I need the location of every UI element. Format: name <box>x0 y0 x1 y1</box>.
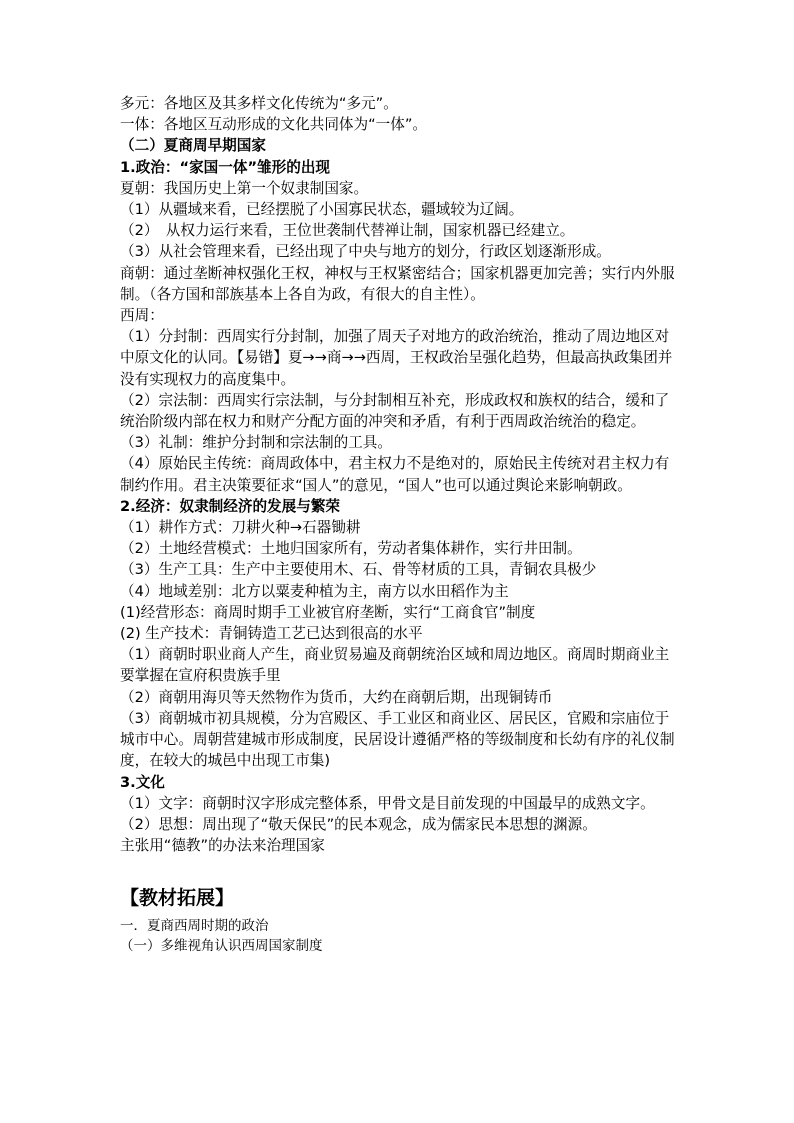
paragraph: （3）礼制：维护分封制和宗法制的工具。 <box>120 434 392 452</box>
paragraph: （2）思想：周出现了“敬天保民”的民本观念，成为儒家民本思想的渊源。 <box>120 815 597 833</box>
paragraph: (1)经营形态：商周时期手工业被官府垄断，实行“工商食官”制度 <box>120 603 536 621</box>
paragraph: （1）分封制：西周实行分封制，加强了周天子对地方的政治统治，推动了周边地区对中原文化的认同。【易错】夏→→商→→西周，王权政治呈强化趋势，但最高执政集团并没有实现权力的高度集中。 <box>120 328 673 388</box>
section-heading: 【教材拓展】 <box>120 887 235 910</box>
paragraph: 夏朝：我国历史上第一个奴隶制国家。 <box>120 179 369 197</box>
paragraph: （4）原始民主传统：商周政体中，君主权力不是绝对的，原始民主传统对君主权力有制约作用。君主决策要征求“国人”的意见，“国人”也可以通过舆论来影响朝政。 <box>120 455 670 494</box>
sub-heading: 一．夏商西周时期的政治 <box>120 918 269 935</box>
paragraph: （4）地域差别：北方以粟麦种植为主，南方以水田稻作为主 <box>120 582 509 600</box>
paragraph: （1）耕作方式：刀耕火种→石器锄耕 <box>120 519 361 537</box>
document-body <box>120 93 676 956</box>
subsection-title: 1.政治：“家国一体”雏形的出现 <box>120 158 331 176</box>
paragraph: （1）商朝时职业商人产生，商业贸易遍及商朝统治区域和周边地区。商周时期商业主要掌握在宣府积贵族手里 <box>120 646 670 685</box>
paragraph: 商朝：通过垄断神权强化王权，神权与王权紧密结合；国家机器更加完善；实行内外服制。（各方国和部族基本上各自为政，有很大的自主性）。 <box>120 264 675 303</box>
sub-heading: （一）多维视角认识西周国家制度 <box>120 938 323 955</box>
subsection-title: 2.经济：奴隶制经济的发展与繁荣 <box>120 497 341 515</box>
paragraph: （3）从社会管理来看，已经出现了中央与地方的划分，行政区划逐渐形成。 <box>120 243 611 261</box>
paragraph: （1）文字：商朝时汉字形成完整体系，甲骨文是目前发现的中国最早的成熟文字。 <box>120 794 655 812</box>
paragraph: （2）宗法制：西周实行宗法制，与分封制相互补充，形成政权和族权的结合，缓和了统治阶级内部在权力和财产分配方面的冲突和矛盾，有利于西周政治统治的稳定。 <box>120 391 670 431</box>
section-title: （二）夏商周早期国家 <box>120 137 266 155</box>
paragraph: 多元：各地区及其多样文化传统为“多元”。 <box>120 95 398 112</box>
paragraph: (2) 生产技术：青铜铸造工艺已达到很高的水平 <box>120 625 423 643</box>
paragraph: 一体：各地区互动形成的文化共同体为“一体”。 <box>120 116 427 134</box>
paragraph: （2） 从权力运行来看，王位世袭制代替禅让制，国家机器已经建立。 <box>120 222 575 240</box>
paragraph: （3）商朝城市初具规模，分为宫殿区、手工业区和商业区、居民区，官殿和宗庙位于城市中心。周朝营建城市形成制度，民居设计遵循严格的等级制度和长幼有序的礼仪制度，在较大的城邑中出现工市集) <box>120 709 675 770</box>
subsection-title: 3.文化 <box>120 773 165 791</box>
paragraph: （2）土地经营模式：土地归国家所有，劳动者集体耕作，实行井田制。 <box>120 540 582 558</box>
paragraph: 西周： <box>120 307 164 325</box>
paragraph: 主张用“德教”的办法来治理国家 <box>120 837 325 855</box>
paragraph: （3）生产工具：生产中主要使用木、石、骨等材质的工具，青铜农具极少 <box>120 561 597 579</box>
paragraph: （1）从疆域来看，已经摆脱了小国寡民状态，疆域较为辽阔。 <box>120 201 524 219</box>
paragraph: （2）商朝用海贝等天然物作为货币，大约在商朝后期，出现铜铸币 <box>120 688 553 706</box>
